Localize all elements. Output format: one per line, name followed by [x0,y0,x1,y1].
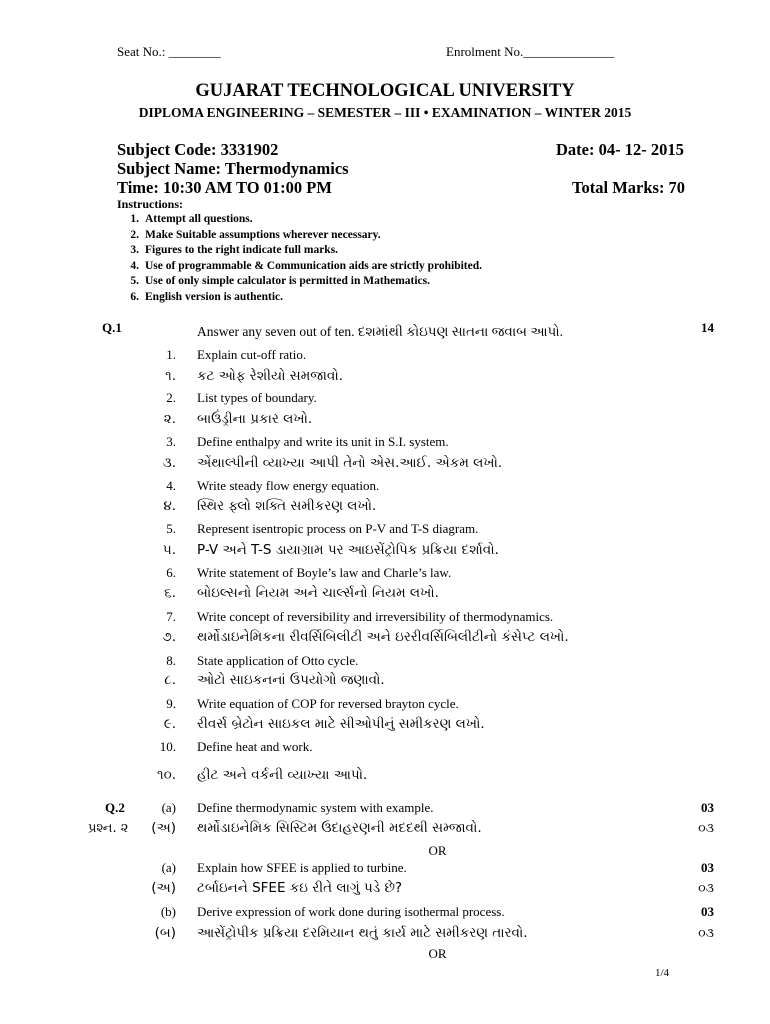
instruction-text: Use of only simple calculator is permitted in Mathematics. [145,275,431,287]
exam-time: Time: 10:30 AM TO 01:00 PM [117,178,332,197]
instruction-item [117,213,253,225]
question-number: 5. [166,521,176,536]
instruction-text: Use of programmable & Communication aids are strictly prohibited. [145,260,482,272]
part-text: Explain how SFEE is applied to turbine. [197,860,407,875]
question-number-gujarati: ૮. [164,672,176,688]
instructions-title: Instructions: [117,197,184,211]
instruction-item [117,275,430,287]
instruction-number: 1. [130,213,139,225]
question-text: Write concept of reversibility and irreversibility of thermodynamics. [197,609,554,624]
instruction-number: 3. [130,244,139,256]
question-number: 9. [166,696,176,711]
question-text: Define heat and work. [197,739,313,754]
question-text-gujarati: થર્મોડાઇનેમિકના રીવર્સિબિલીટી અને ઇરરીવર્સિબિલીટીનો કંસેપ્ટ લખો. [197,629,569,645]
or-separator: OR [428,843,447,858]
question-number-gujarati: ૭. [162,629,176,645]
question-number-gujarati: ૫. [162,542,176,558]
question-text-gujarati: કટ ઓફ રેશીયો સમજાવો. [197,368,343,384]
question-number-gujarati: ૯. [163,716,176,732]
question-text-gujarati: બાઉંડ્રીના પ્રકાર લખો. [197,411,313,427]
instruction-number: 4. [130,260,139,272]
part-marks-gujarati: ૦૩ [698,820,714,835]
question-text: Write statement of Boyle’s law and Charle’s law. [197,565,452,580]
question-number-gujarati: ૨. [163,411,176,427]
question-number: 8. [166,653,176,668]
exam-title: DIPLOMA ENGINEERING – SEMESTER – III • EXAMINATION – WINTER 2015 [138,105,632,120]
seat-number: Seat No.: ________ [117,44,221,59]
question-number: 7. [166,609,176,624]
or-separator: OR [428,946,447,961]
q1-prompt: Answer any seven out of ten. દશમાંથી કોઇપણ સાતના જવાબ આપો. [197,324,564,339]
page-number: 1/4 [655,967,670,979]
part-marks: 03 [701,800,714,815]
question-number: 10. [159,739,176,754]
question-text-gujarati: બોઇલ્સનો નિયમ અને ચાર્લ્સનો નિયમ લખો. [197,585,439,601]
question-number: 1. [166,347,176,362]
part-marks: 03 [701,904,714,919]
question-number: 6. [166,565,176,580]
question-text-gujarati: રીવર્સ બ્રેટોન સાઇકલ માટે સીઓપીનું સમીકરણ લખો. [197,716,485,732]
part-label: (a) [161,800,176,815]
part-label-gujarati: (બ) [154,925,176,941]
instruction-number: 5. [130,275,139,287]
question-text-gujarati: એંથાલ્પીની વ્યાખ્યા આપી તેનો એસ.આઈ. એકમ લખો. [197,455,503,471]
instruction-text: Figures to the right indicate full marks. [145,244,339,256]
part-text-gujarati: આસેંટ્રોપીક પ્રક્રિયા દરમિયાન થતું કાર્ય માટે સમીકરણ તારવો. [197,925,528,941]
subject-code: Subject Code: 3331902 [117,140,279,159]
instruction-text: Make Suitable assumptions wherever necessary. [145,229,381,241]
instruction-item [117,291,283,303]
part-label-gujarati: (અ) [151,820,176,836]
part-label-gujarati: (અ) [151,880,176,896]
instruction-item [117,229,381,241]
question-number-gujarati: ૬. [164,585,176,601]
question-text-gujarati: હીટ અને વર્કની વ્યાખ્યા આપો. [197,767,368,783]
instruction-number: 6. [130,291,139,303]
q2-label-gujarati: પ્રશ્ન. ૨ [88,821,129,836]
part-text-gujarati: થર્મોડાઇનેમિક સિસ્ટિમ ઉદાહરણની મદદથી સમ્જાવો. [197,820,482,836]
question-text: Write equation of COP for reversed brayton cycle. [197,696,459,711]
question-number: 3. [166,434,176,449]
part-text: Derive expression of work done during isothermal process. [197,904,505,919]
part-text: Define thermodynamic system with example. [197,800,434,815]
instruction-item [117,244,338,256]
question-number-gujarati: ૪. [163,498,176,514]
question-number: 4. [166,478,176,493]
instruction-number: 2. [130,229,139,241]
exam-date: Date: 04- 12- 2015 [556,140,684,159]
question-text: Write steady flow energy equation. [197,478,380,493]
total-marks: Total Marks: 70 [572,178,686,197]
subject-name: Subject Name: Thermodynamics [117,159,349,178]
question-text: List types of boundary. [197,390,317,405]
question-text: State application of Otto cycle. [197,653,359,668]
part-label: (b) [160,904,176,919]
part-text-gujarati: ટર્બાઇનને SFEE કઇ રીતે લાગું પડે છે? [197,880,403,896]
question-number: 2. [166,390,176,405]
instruction-item [117,260,482,272]
question-text: Represent isentropic process on P-V and T-S diagram. [197,521,479,536]
q1-marks: 14 [701,320,714,335]
question-number-gujarati: ૧. [165,368,176,384]
question-text-gujarati: સ્થિર ફ્લો શક્તિ સમીકરણ લખો. [197,498,377,514]
part-label: (a) [161,860,176,875]
part-marks-gujarati: ૦૩ [698,880,714,895]
question-text: Define enthalpy and write its unit in S.I. system. [197,434,449,449]
question-text: Explain cut-off ratio. [197,347,307,362]
q2-label: Q.2 [105,800,125,815]
question-text-gujarati: P-V અને T-S ડાયાગ્રામ પર આઇસેંટ્રોપિક પ્રક્રિયા દર્શાવો. [197,542,499,558]
part-marks: 03 [701,860,714,875]
question-text-gujarati: ઓટો સાઇકનનાં ઉપયોગો જણાવો. [197,672,385,688]
university-title: GUJARAT TECHNOLOGICAL UNIVERSITY [195,81,575,101]
part-marks-gujarati: ૦૩ [698,925,714,940]
question-number-gujarati: ૩. [162,455,176,471]
instruction-text: Attempt all questions. [145,213,253,225]
instruction-text: English version is authentic. [145,291,284,303]
q1-label: Q.1 [102,320,122,335]
enrolment-number: Enrolment No.______________ [446,44,615,59]
question-number-gujarati: ૧૦. [156,767,176,783]
